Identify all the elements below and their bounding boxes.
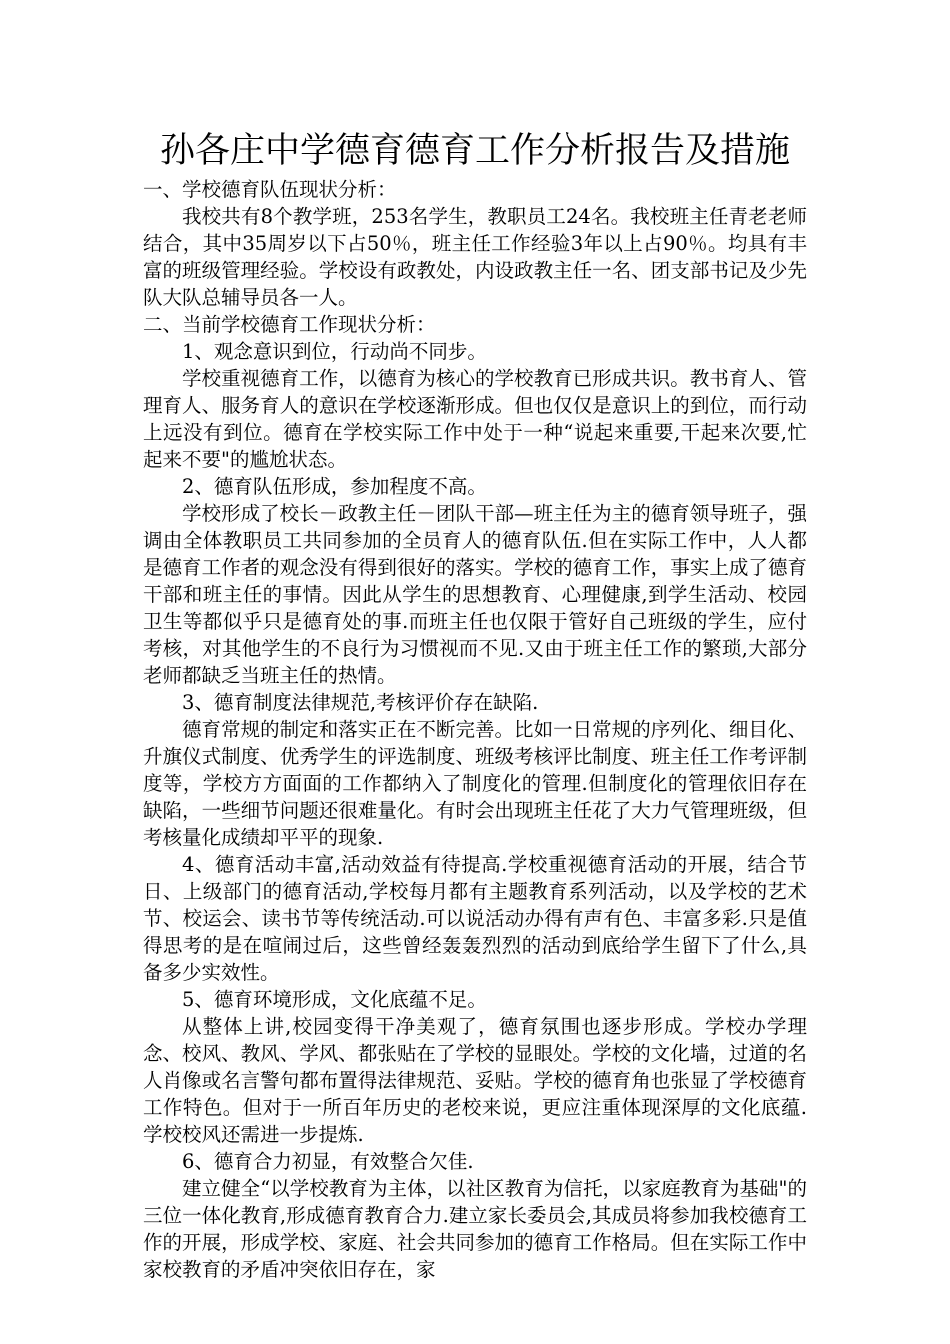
document-body — [143, 176, 807, 1283]
paragraph: 学校重视德育工作，以德育为核心的学校教育已形成共识。教书育人、管理育人、服务育人的意识在学校逐渐形成。但也仅仅是意识上的到位，而行动上远没有到位。德育在学校实际工作中处于一种“说起来重要,干起来次要,忙起来不要"的尴尬状态。 — [143, 367, 807, 471]
paragraph: 6、德育合力初显，有效整合欠佳. — [182, 1150, 474, 1173]
paragraph: 5、德育环境形成，文化底蕴不足。 — [182, 988, 487, 1011]
paragraph: 我校共有8个教学班，253名学生，教职员工24名。我校班主任青老老师结合，其中35周岁以下占50％，班主任工作经验3年以上占90％。均具有丰富的班级管理经验。学校设有政教处，内设政教主任一名、团支部书记及少先队大队总辅导员各一人。 — [143, 205, 807, 309]
paragraph: 4、德育活动丰富,活动效益有待提高.学校重视德育活动的开展，结合节日、上级部门的德育活动,学校每月都有主题教育系列活动，以及学校的艺术节、校运会、读书节等传统活动.可以说活动办得有声有色、丰富多彩.只是值得思考的是在喧闹过后，这些曾经轰轰烈烈的活动到底给学生留下了什么,具备多少实效性。 — [143, 853, 807, 984]
paragraph: 德育常规的制定和落实正在不断完善。比如一日常规的序列化、细目化、升旗仪式制度、优秀学生的评选制度、班级考核评比制度、班主任工作考评制度等，学校方方面面的工作都纳入了制度化的管理.但制度化的管理依旧存在缺陷，一些细节问题还很难量化。有时会出现班主任花了大力气管理班级，但考核量化成绩却平平的现象. — [143, 718, 807, 849]
paragraph: 学校形成了校长－政教主任－团队干部—班主任为主的德育领导班子，强调由全体教职员工共同参加的全员育人的德育队伍.但在实际工作中，人人都是德育工作者的观念没有得到很好的落实。学校的德育工作，事实上成了德育干部和班主任的事情。因此从学生的思想教育、心理健康,到学生活动、校园卫生等都似乎只是德育处的事.而班主任也仅限于管好自己班级的学生，应付考核，对其他学生的不良行为习惯视而不见.又由于班主任工作的繁琐,大部分老师都缺乏当班主任的热情。 — [143, 502, 807, 687]
paragraph: 1、观念意识到位，行动尚不同步。 — [182, 340, 487, 363]
paragraph: 2、德育队伍形成，参加程度不高。 — [182, 475, 487, 498]
paragraph: 二、当前学校德育工作现状分析： — [143, 313, 436, 336]
paragraph: 3、德育制度法律规范,考核评价存在缺陷. — [182, 691, 539, 714]
paragraph: 建立健全“以学校教育为主体，以社区教育为信托，以家庭教育为基础"的三位一体化教育,形成德育教育合力.建立家长委员会,其成员将参加我校德育工作的开展，形成学校、家庭、社会共同参加的德育工作格局。但在实际工作中家校教育的矛盾冲突依旧存在，家 — [143, 1177, 807, 1281]
paragraph: 一、学校德育队伍现状分析： — [143, 178, 397, 201]
document-title: 孙各庄中学德育德育工作分析报告及措施 — [159, 131, 790, 171]
document-page — [143, 128, 807, 1283]
paragraph: 从整体上讲,校园变得干净美观了，德育氛围也逐步形成。学校办学理念、校风、教风、学风、都张贴在了学校的显眼处。学校的文化墙，过道的名人肖像或名言警句都布置得法律规范、妥贴。学校的德育角也张显了学校德育工作特色。但对于一所百年历史的老校来说，更应注重体现深厚的文化底蕴.学校校风还需进一步提炼. — [143, 1015, 807, 1146]
